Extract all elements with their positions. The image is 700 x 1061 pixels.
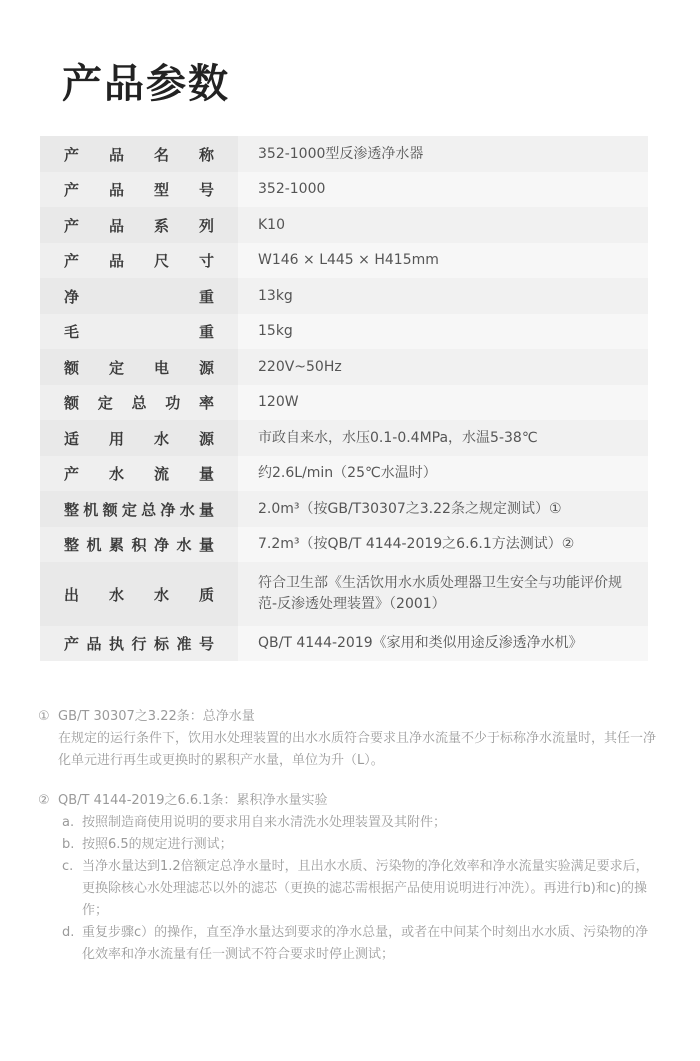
spec-value: 352-1000型反渗透净水器 [238, 136, 648, 172]
spec-label: 额定总功率 [64, 394, 214, 412]
spec-label: 适用水源 [64, 429, 214, 448]
spec-label: 产品型号 [64, 181, 214, 199]
step-text: 按照制造商使用说明的要求用自来水清洗水处理装置及其附件； [82, 815, 447, 830]
spec-value: 15kg [238, 314, 648, 349]
step-text: 重复步骤c）的操作，直至净水量达到要求的净水总量，或者在中间某个时刻出水水质、污染物的净化效率和净水流量有任一测试不符合要求时停止测试； [82, 925, 649, 962]
spec-row-model [40, 172, 648, 207]
spec-label: 出水水质 [64, 585, 214, 604]
footnote-step [38, 922, 658, 966]
footnote-heading: QB/T 4144-2019之6.6.1条：累积净水量实验 [58, 793, 328, 808]
step-prefix: d. [62, 925, 75, 940]
spec-label: 产品名称 [64, 145, 214, 164]
spec-row-series [40, 207, 648, 243]
spec-row-size [40, 243, 648, 278]
spec-row-water-source [40, 420, 648, 456]
spec-label: 整机额定总净水量 [64, 500, 214, 519]
footnote-step [38, 812, 658, 834]
spec-value: 7.2m³（按QB/T 4144-2019之6.6.1方法测试）② [238, 527, 648, 562]
spec-label: 毛重 [64, 323, 214, 341]
spec-row-gross-weight [40, 314, 648, 349]
spec-label: 产水流量 [64, 465, 214, 483]
step-text: 按照6.5的规定进行测试； [82, 837, 233, 852]
spec-value: K10 [238, 207, 648, 243]
spec-label: 额定电源 [64, 358, 214, 377]
spec-row-power-supply [40, 349, 648, 385]
spec-value: W146 × L445 × H415mm [238, 243, 648, 278]
spec-label: 产品执行标准号 [64, 635, 214, 653]
footnote-step [38, 856, 658, 922]
spec-value: 约2.6L/min（25℃水温时） [238, 456, 648, 491]
footnote-step [38, 834, 658, 856]
spec-row-rated-power [40, 385, 648, 420]
step-prefix: b. [62, 837, 75, 852]
step-text: 当净水量达到1.2倍额定总净水量时，且出水水质、污染物的净化效率和净水流量实验满足要求后，更换除核心水处理滤芯以外的滤芯（更换的滤芯需根据产品使用说明进行冲洗）。再进行b)和c)的操作； [82, 859, 649, 918]
spec-label: 产品系列 [64, 216, 214, 235]
footnote-mark: ① [38, 709, 50, 724]
spec-value: 13kg [238, 278, 648, 314]
footnote-mark: ② [38, 793, 50, 808]
spec-label: 整机累积净水量 [64, 536, 214, 554]
spec-row-flow-rate [40, 456, 648, 491]
footnotes [38, 706, 658, 984]
footnote-2 [38, 790, 658, 966]
spec-row-cumulative-volume [40, 527, 648, 562]
spec-value: 120W [238, 385, 648, 420]
footnote-body: 在规定的运行条件下，饮用水处理装置的出水水质符合要求且净水流量不少于标称净水流量时，其任一净化单元进行再生或更换时的累积产水量，单位为升（L）。 [58, 731, 657, 768]
spec-value: 市政自来水，水压0.1-0.4MPa，水温5-38℃ [238, 420, 648, 456]
spec-row-rated-total-volume [40, 491, 648, 527]
spec-label: 产品尺寸 [64, 252, 214, 270]
spec-row-standard [40, 626, 648, 661]
step-prefix: a. [62, 815, 75, 830]
spec-value: 2.0m³（按GB/T30307之3.22条之规定测试）① [238, 491, 648, 527]
footnote-1 [38, 706, 658, 772]
spec-table [40, 136, 648, 661]
spec-value: 220V~50Hz [238, 349, 648, 385]
spec-value: QB/T 4144-2019《家用和类似用途反渗透净水机》 [238, 626, 648, 661]
footnote-heading: GB/T 30307之3.22条：总净水量 [58, 709, 255, 724]
spec-value: 352-1000 [238, 172, 648, 207]
step-prefix: c. [62, 859, 74, 874]
spec-label: 净重 [64, 287, 214, 306]
spec-row-name [40, 136, 648, 172]
spec-value: 符合卫生部《生活饮用水水质处理器卫生安全与功能评价规范-反渗透处理装置》（2001） [238, 562, 648, 626]
page-title: 产品参数 [62, 61, 230, 107]
spec-row-water-quality [40, 562, 648, 626]
spec-row-net-weight [40, 278, 648, 314]
